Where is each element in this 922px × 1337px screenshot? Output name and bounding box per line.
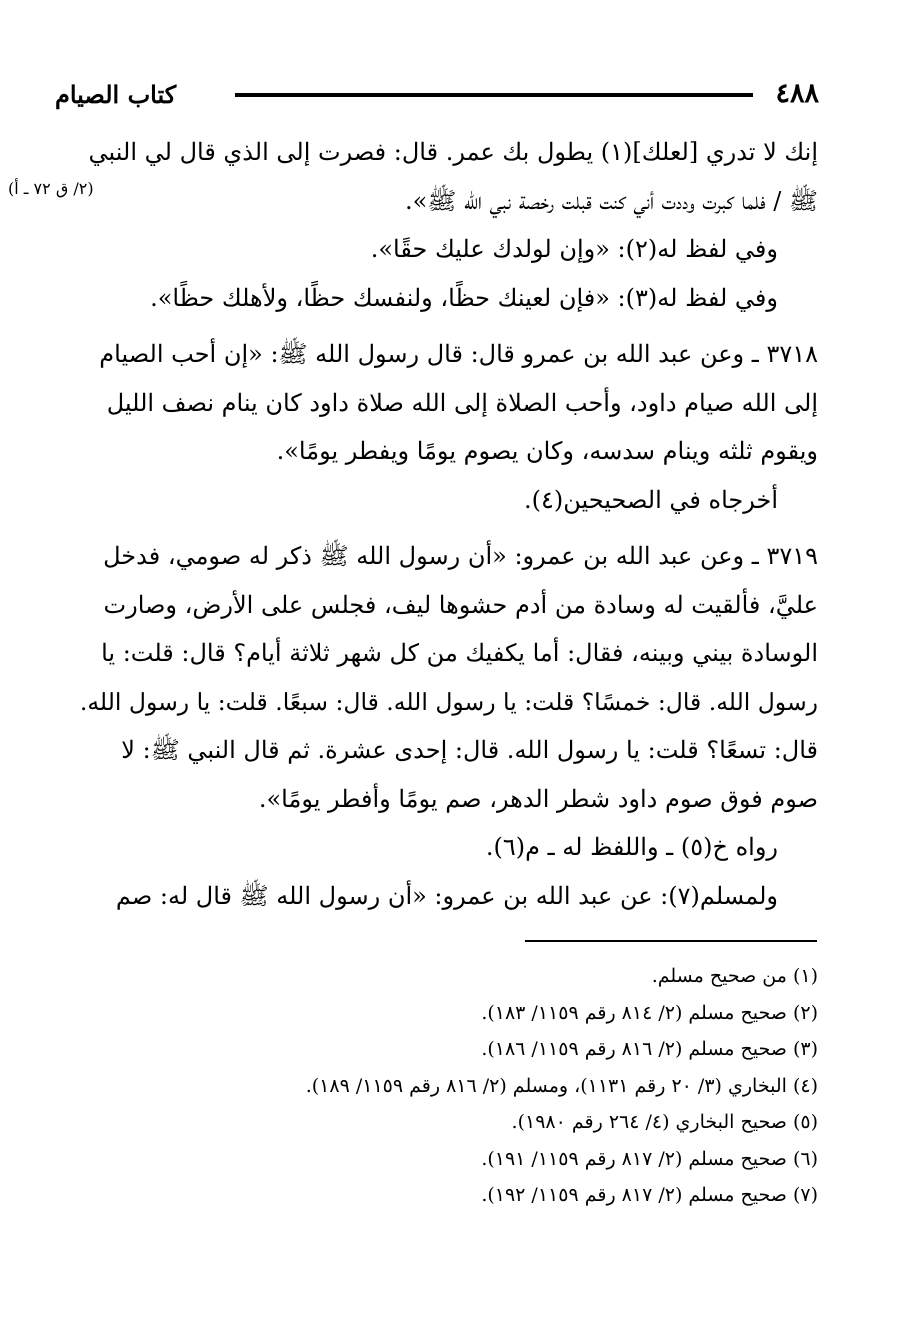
footnote: (٣) صحيح مسلم (٢/ ٨١٦ رقم ١١٥٩/ ١٨٦).: [481, 1038, 818, 1060]
footnote: (٦) صحيح مسلم (٢/ ٨١٧ رقم ١١٥٩/ ١٩١).: [481, 1147, 818, 1170]
manuscript-reference: (٢/ ق ٧٢ ـ أ): [8, 179, 94, 198]
book-title: كتاب الصيام: [55, 80, 177, 109]
header-rule: [235, 93, 753, 97]
footnote: (٢) صحيح مسلم (٢/ ٨١٤ رقم ١١٥٩/ ١٨٣).: [481, 1001, 818, 1024]
page-header: [55, 74, 825, 114]
text-line: إلى الله صيام داود، وأحب الصلاة إلى الله صلاة داود كان ينام نصف الليل: [106, 388, 818, 417]
text-line: ولمسلم(٧): عن عبد الله بن عمرو: «أن رسول الله ﷺ قال له: صم: [115, 881, 778, 910]
footnote: (٧) صحيح مسلم (٢/ ٨١٧ رقم ١١٥٩/ ١٩٢).: [481, 1184, 818, 1206]
footnotes: [178, 958, 818, 1214]
text-line: عليَّ، فألقيت له وسادة من أدم حشوها ليف، فجلس على الأرض، وصارت: [103, 590, 818, 619]
text-line: الوسادة بيني وبينه، فقال: أما يكفيك من كل شهر ثلاثة أيام؟ قال: قلت: يا: [101, 639, 818, 667]
main-text: [78, 128, 818, 920]
source-line: رواه خ(٥) ـ واللفظ له ـ م(٦).: [485, 833, 778, 861]
text-line: إنك لا تدري [لعلك](١) يطول بك عمر. قال: فصرت إلى الذي قال لي النبي: [88, 138, 818, 166]
footnote: (٤) البخاري (٣/ ٢٠ رقم ١١٣١)، ومسلم (٢/ ٨١٦ رقم ١١٥٩/ ١٨٩).: [305, 1074, 818, 1097]
hadith-3718-start: ٣٧١٨ ـ وعن عبد الله بن عمرو قال: قال رسول الله ﷺ: «إن أحب الصيام: [99, 340, 818, 368]
text-line: ويقوم ثلثه وينام سدسه، وكان يصوم يومًا ويفطر يومًا».: [276, 437, 818, 465]
footnote: (١) من صحيح مسلم.: [651, 965, 818, 987]
source-line: أخرجاه في الصحيحين(٤).: [524, 485, 778, 514]
hadith-3719-start: ٣٧١٩ ـ وعن عبد الله بن عمرو: «أن رسول الله ﷺ ذكر له صومي، فدخل: [103, 542, 818, 570]
page-number: ٤٨٨: [775, 78, 819, 109]
footnote-separator: [525, 940, 817, 942]
footnote: (٥) صحيح البخاري (٤/ ٢٦٤ رقم ١٩٨٠).: [511, 1111, 818, 1133]
text-line: وفي لفظ له(٢): «وإن لولدك عليك حقًا».: [370, 235, 778, 263]
text-line: صوم فوق صوم داود شطر الدهر، صم يومًا وأفطر يومًا».: [258, 784, 818, 813]
text-line: وفي لفظ له(٣): «فإن لعينك حظًا، ولنفسك حظًا، ولأهلك حظًا».: [150, 283, 778, 312]
text-line: قال: تسعًا؟ قلت: يا رسول الله. قال: إحدى عشرة. ثم قال النبي ﷺ: لا: [121, 736, 818, 764]
text-line: ﷺ / فلما كبرت وددت أني كنت قبلت رخصة نبي الله ﷺ».: [405, 186, 818, 215]
text-line: رسول الله. قال: خمسًا؟ قلت: يا رسول الله. قال: سبعًا. قلت: يا رسول الله.: [79, 687, 818, 716]
